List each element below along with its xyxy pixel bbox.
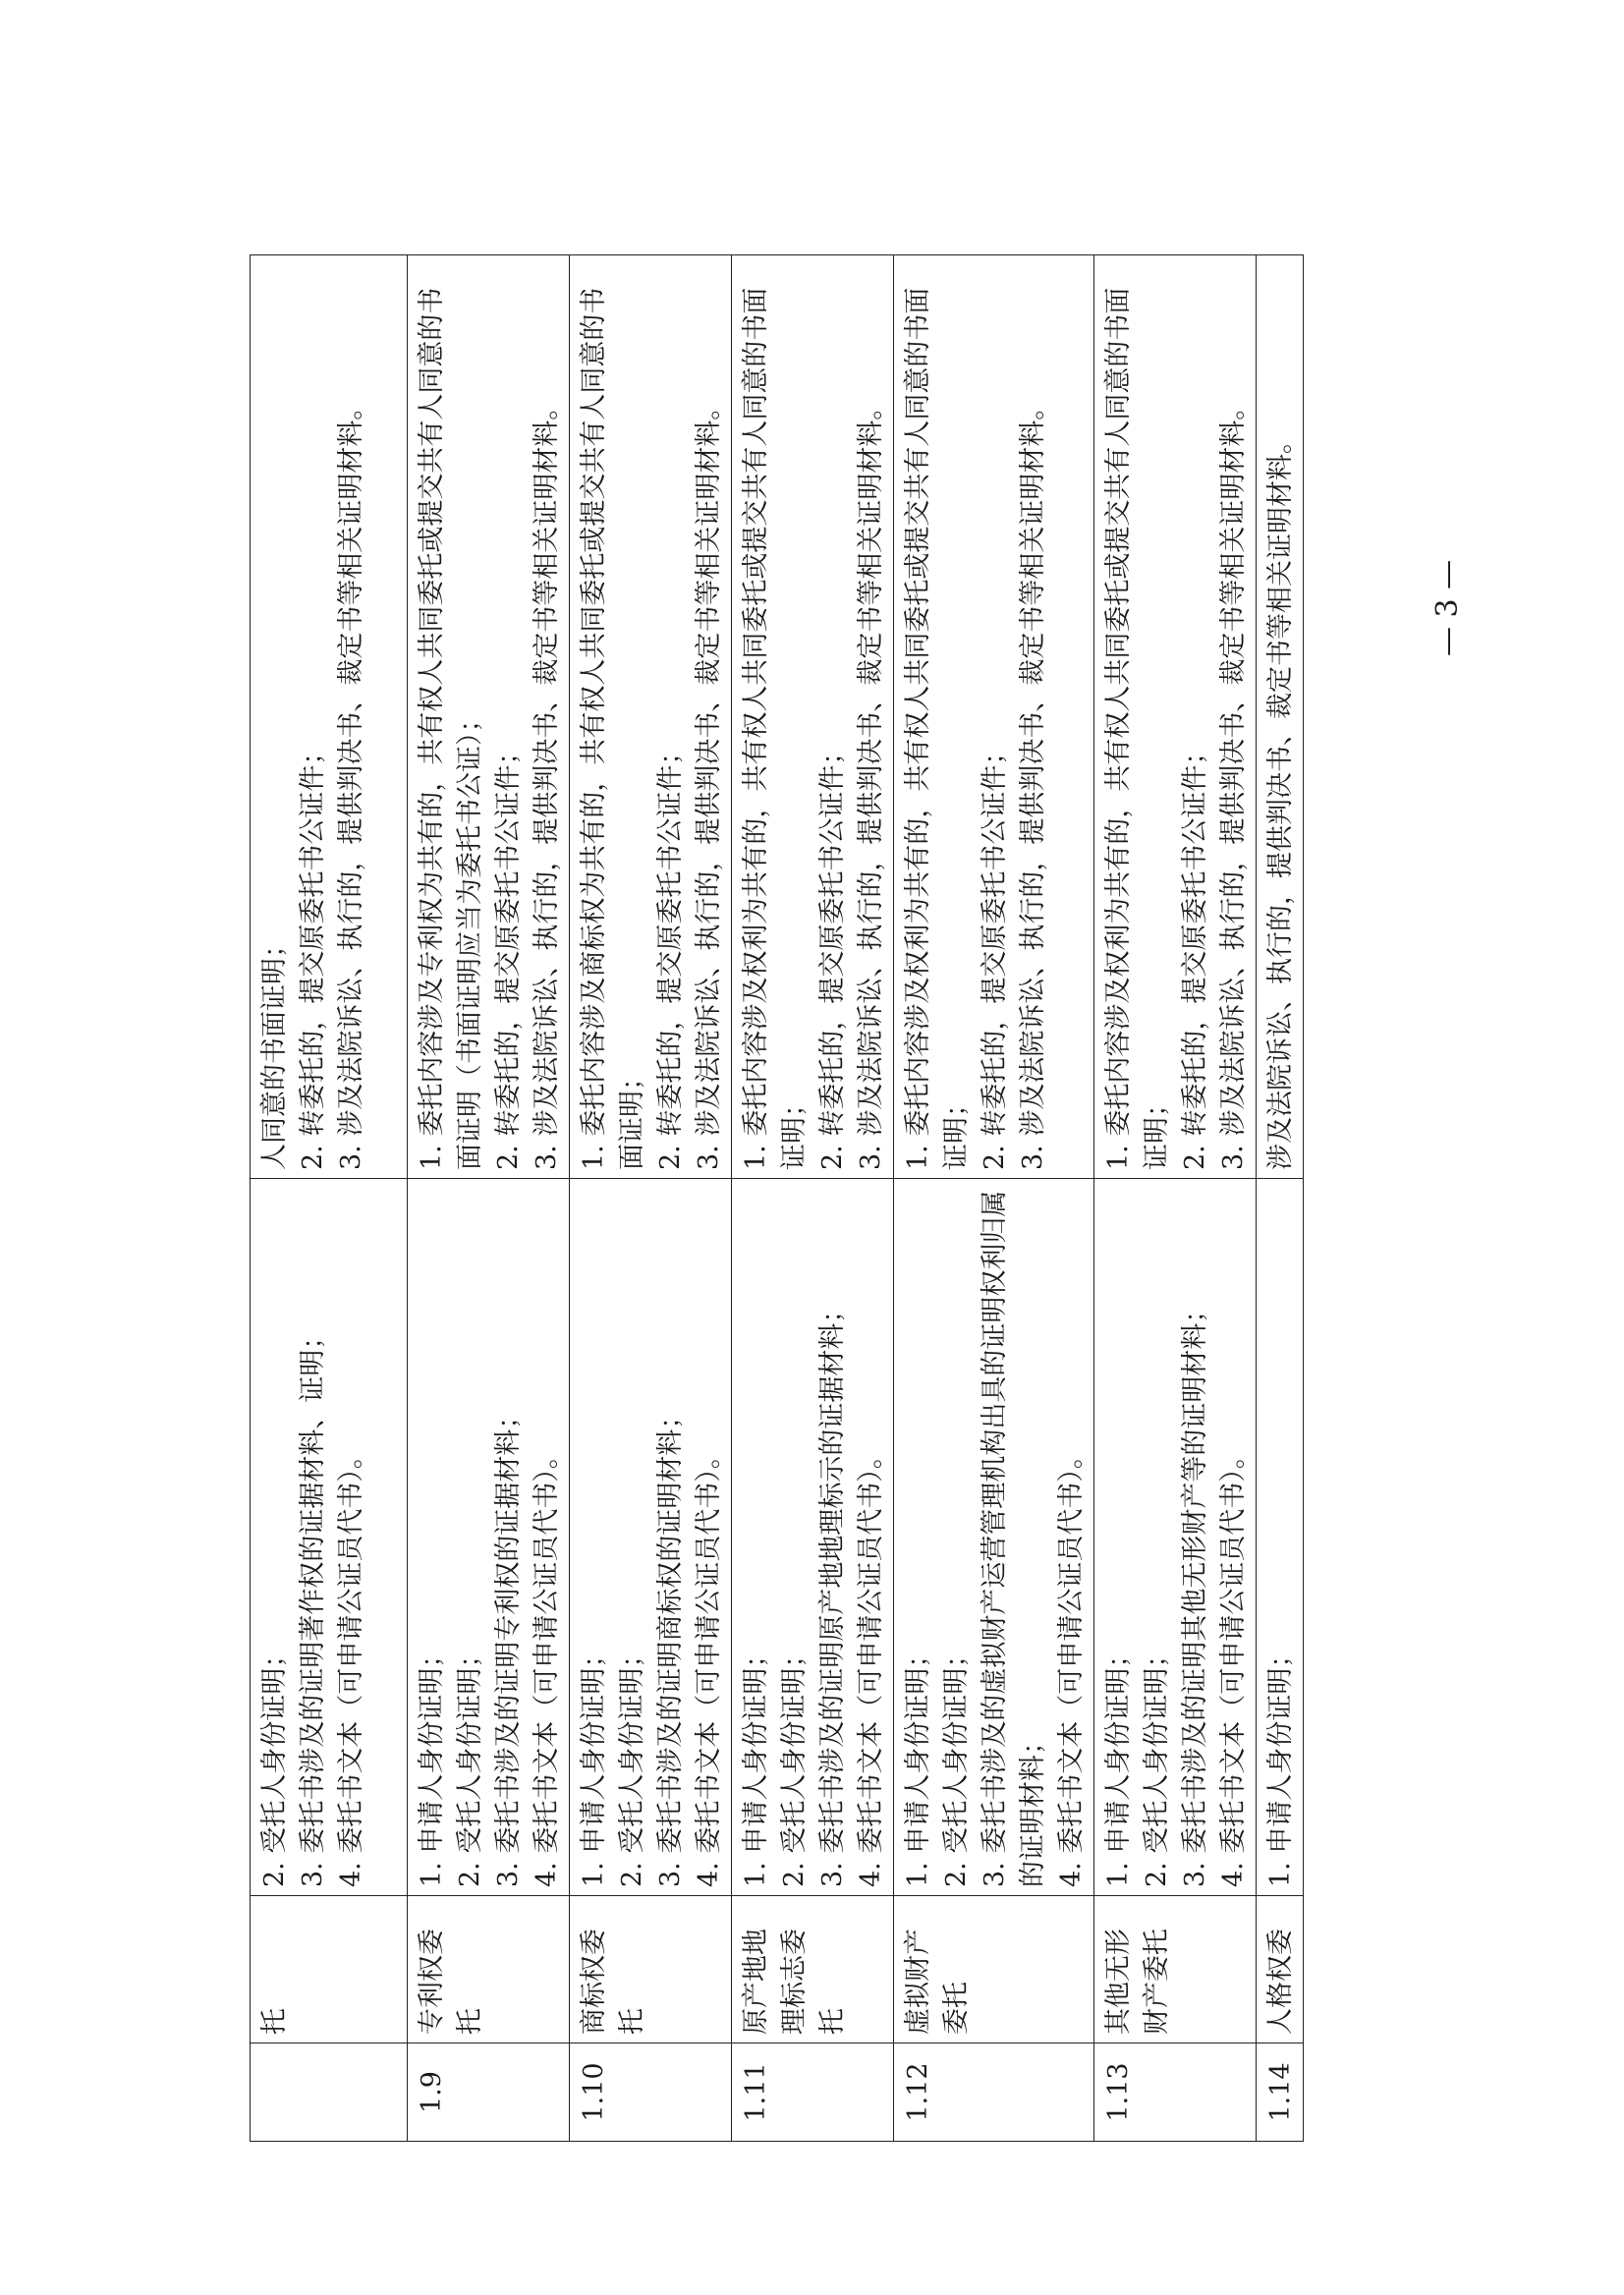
matter-type: 原产地地理标志委托 [732, 1896, 894, 2043]
materials-line: 4. 委托书文本（可申请公证员代书）。 [856, 1442, 886, 1887]
matter-type: 其他无形财产委托 [1094, 1896, 1257, 2043]
other-materials [894, 255, 1094, 1179]
row-number [251, 2043, 408, 2142]
table-row [894, 255, 1094, 2142]
row-number: 1.9 [408, 2043, 570, 2142]
materials-line: 3. 涉及法院诉讼、执行的，提供判决书、裁定书等相关证明材料。 [1218, 393, 1249, 1170]
materials-line: 1. 申请人身份证明； [1265, 1641, 1296, 1887]
applicant-materials [732, 1179, 894, 1896]
materials-line: 2. 受托人身份证明； [779, 1641, 810, 1887]
matter-type: 虚拟财产委托 [894, 1896, 1094, 2043]
table-row [732, 255, 894, 2142]
materials-line: 3. 涉及法院诉讼、执行的，提供判决书、裁定书等相关证明材料。 [694, 393, 724, 1170]
other-materials [570, 255, 732, 1179]
materials-line: 3. 委托书涉及的虚拟财产运营管理机构出具的证明权利归属的证明材料； [980, 1190, 1048, 1887]
materials-line: 4. 委托书文本（可申请公证员代书）。 [694, 1442, 724, 1887]
materials-line: 2. 转委托的，提交原委托书公证件； [817, 738, 848, 1170]
materials-line: 1. 委托内容涉及权利为共有的，共有权人共同委托或提交共有人同意的书面证明； [741, 287, 810, 1170]
materials-line: 2. 转委托的，提交原委托书公证件； [1180, 738, 1210, 1170]
row-number: 1.14 [1257, 2043, 1304, 2142]
other-materials [1094, 255, 1257, 1179]
matter-type: 托 [251, 1896, 408, 2043]
materials-line: 3. 委托书涉及的证明原产地地理标示的证据材料； [817, 1296, 848, 1887]
materials-line: 3. 委托书涉及的证明著作权的证据材料、证明； [298, 1322, 328, 1887]
materials-line: 3. 涉及法院诉讼、执行的，提供判决书、裁定书等相关证明材料。 [856, 393, 886, 1170]
applicant-materials [894, 1179, 1094, 1896]
row-number: 1.11 [732, 2043, 894, 2142]
matter-type: 商标权委托 [570, 1896, 732, 2043]
materials-line: 1. 申请人身份证明； [579, 1641, 609, 1887]
materials-line: 2. 受托人身份证明； [617, 1641, 647, 1887]
materials-line: 4. 委托书文本（可申请公证员代书）。 [532, 1442, 562, 1887]
materials-line: 3. 委托书涉及的证明商标权的证明材料； [655, 1402, 686, 1887]
notarization-materials-table [250, 254, 1304, 2142]
other-materials [408, 255, 570, 1179]
materials-line: 1. 委托内容涉及权利为共有的，共有权人共同委托或提交共有人同意的书面证明； [1103, 287, 1172, 1170]
materials-line: 1. 委托内容涉及权利为共有的，共有权人共同委托或提交共有人同意的书面证明； [903, 287, 972, 1170]
materials-line: 3. 委托书涉及的证明其他无形财产等的证明材料； [1180, 1296, 1210, 1887]
row-number: 1.13 [1094, 2043, 1257, 2142]
page-number: — 3 — [1430, 559, 1465, 656]
other-materials [1257, 255, 1304, 1179]
materials-line: 3. 涉及法院诉讼、执行的，提供判决书、裁定书等相关证明材料。 [336, 393, 366, 1170]
matter-type: 人格权委 [1257, 1896, 1304, 2043]
materials-line: 2. 转委托的，提交原委托书公证件； [493, 738, 524, 1170]
materials-line: 4. 委托书文本（可申请公证员代书）。 [336, 1442, 366, 1887]
table-row [1094, 255, 1257, 2142]
materials-line: 2. 受托人身份证明； [455, 1641, 485, 1887]
applicant-materials [1094, 1179, 1257, 1896]
materials-line: 1. 申请人身份证明； [903, 1641, 933, 1887]
table-row [1257, 255, 1304, 2142]
table-row [251, 255, 408, 2142]
materials-line: 涉及法院诉讼、执行的，提供判决书、裁定书等相关证明材料。 [1265, 427, 1296, 1170]
matter-type: 专利权委托 [408, 1896, 570, 2043]
applicant-materials [570, 1179, 732, 1896]
materials-line: 3. 涉及法院诉讼、执行的，提供判决书、裁定书等相关证明材料。 [1018, 393, 1048, 1170]
materials-line: 2. 受托人身份证明； [941, 1641, 972, 1887]
materials-line: 4. 委托书文本（可申请公证员代书）。 [1218, 1442, 1249, 1887]
materials-line: 1. 申请人身份证明； [1103, 1641, 1134, 1887]
row-number: 1.12 [894, 2043, 1094, 2142]
table-row [570, 255, 732, 2142]
materials-line: 2. 受托人身份证明； [1142, 1641, 1172, 1887]
materials-line: 1. 委托内容涉及商标权为共有的，共有权人共同委托或提交共有人同意的书面证明； [579, 287, 647, 1170]
materials-line: 2. 转委托的，提交原委托书公证件； [298, 738, 328, 1170]
materials-line: 1. 申请人身份证明； [417, 1641, 447, 1887]
table-body [251, 255, 1304, 2142]
rotated-page-content [250, 255, 1465, 2142]
materials-line: 3. 涉及法院诉讼、执行的，提供判决书、裁定书等相关证明材料。 [532, 393, 562, 1170]
table-row [408, 255, 570, 2142]
other-materials [251, 255, 408, 1179]
materials-line: 人同意的书面证明； [259, 931, 290, 1170]
materials-line: 4. 委托书文本（可申请公证员代书）。 [1056, 1442, 1087, 1887]
materials-line: 2. 转委托的，提交原委托书公证件； [655, 738, 686, 1170]
applicant-materials [1257, 1179, 1304, 1896]
applicant-materials [251, 1179, 408, 1896]
other-materials [732, 255, 894, 1179]
materials-line: 2. 转委托的，提交原委托书公证件； [980, 738, 1010, 1170]
materials-line: 2. 受托人身份证明； [259, 1641, 290, 1887]
materials-line: 3. 委托书涉及的证明专利权的证据材料； [493, 1402, 524, 1887]
row-number: 1.10 [570, 2043, 732, 2142]
materials-line: 1. 委托内容涉及专利权为共有的，共有权人共同委托或提交共有人同意的书面证明（书面证明应当为委托书公证）； [417, 287, 485, 1170]
applicant-materials [408, 1179, 570, 1896]
materials-line: 1. 申请人身份证明； [741, 1641, 771, 1887]
